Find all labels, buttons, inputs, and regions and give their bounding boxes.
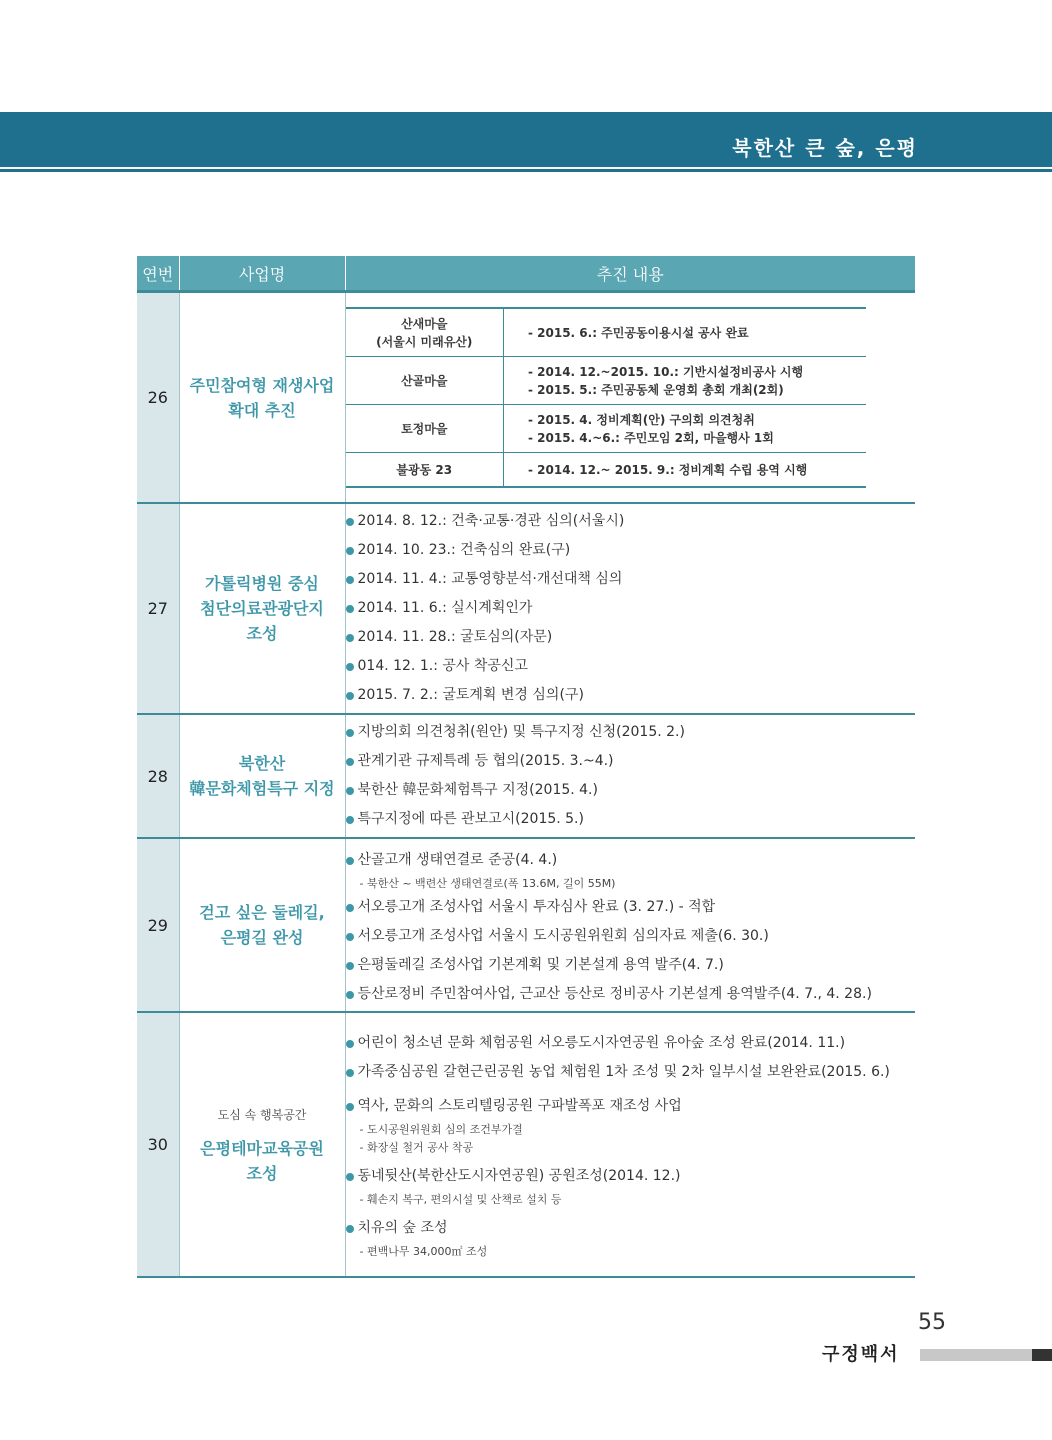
- list-item: 2015. 7. 2.: 굴토계획 변경 심의(구): [346, 681, 916, 710]
- footer-bar: [920, 1349, 1032, 1361]
- project-table: [137, 256, 915, 1278]
- header-project: 사업명: [179, 256, 345, 292]
- project-name-line: 확대 추진: [228, 400, 296, 420]
- project-name-line: 조성: [246, 624, 278, 643]
- page-number: 55: [918, 1310, 946, 1335]
- table-row: [137, 503, 915, 714]
- table-row: [137, 714, 915, 838]
- village-name: [346, 308, 504, 357]
- list-item-text: 역사, 문화의 스토리텔링공원 구파발폭포 재조성 사업: [357, 1097, 682, 1114]
- project-content: [345, 838, 915, 1012]
- project-name-line: 걷고 싶은 둘레길,: [199, 903, 325, 922]
- list-item: 가족중심공원 갈현근린공원 농업 체험원 1차 조성 및 2차 일부시설 보완완료(2015. 6.): [346, 1058, 916, 1087]
- project-name: [179, 838, 345, 1012]
- project-content: [345, 714, 915, 838]
- header-year: 연번: [137, 256, 179, 292]
- village-detail-line: - 2014. 12.~ 2015. 9.: 정비계획 수립 용역 시행: [528, 462, 808, 477]
- list-item: 014. 12. 1.: 공사 착공신고: [346, 652, 916, 681]
- row-number: 29: [137, 838, 179, 1012]
- list-item: 2014. 11. 4.: 교통영향분석·개선대책 심의: [346, 565, 916, 594]
- project-name-line: 은평테마교육공원: [200, 1139, 324, 1158]
- list-item-note: - 화장실 철거 공사 착공: [359, 1140, 474, 1154]
- project-name-line: 주민참여형 재생사업: [189, 375, 335, 395]
- list-item: 어린이 청소년 문화 체험공원 서오릉도시자연공원 유아숲 조성 완료(2014. 11.): [346, 1029, 916, 1058]
- list-item: [346, 1092, 916, 1157]
- village-name: [346, 357, 504, 405]
- header-content: 추진 내용: [345, 256, 915, 292]
- list-item: [346, 846, 916, 893]
- list-item-note: - 훼손지 복구, 편의시설 및 산책로 설치 등: [359, 1192, 562, 1206]
- list-item: 북한산 韓문화체험특구 지정(2015. 4.): [346, 776, 916, 805]
- list-item: 은평둘레길 조성사업 기본계획 및 기본설계 용역 발주(4. 7.): [346, 951, 916, 980]
- list-item: 서오릉고개 조성사업 서울시 투자심사 완료 (3. 27.) - 적합: [346, 893, 916, 922]
- list-item-note: - 북한산 ~ 백련산 생태연결로(폭 13.6M, 길이 55M): [359, 877, 616, 890]
- project-name-line: 북한산: [238, 754, 286, 773]
- section-title: 북한산 큰 숲, 은평: [732, 136, 918, 160]
- list-item: 2014. 10. 23.: 건축심의 완료(구): [346, 536, 916, 565]
- list-item-note: - 도시공원위원회 심의 조건부가결: [359, 1122, 523, 1136]
- project-name-line: 韓문화체험특구 지정: [189, 779, 335, 798]
- project-name: [179, 714, 345, 838]
- village-row: [346, 308, 866, 357]
- village-detail: [504, 308, 866, 357]
- list-item: [346, 1214, 916, 1261]
- list-item: 특구지정에 따른 관보고시(2015. 5.): [346, 805, 916, 834]
- project-name-line: 조성: [246, 1164, 278, 1183]
- village-detail-line: - 2014. 12.~2015. 10.: 기반시설정비공사 시행: [528, 364, 804, 379]
- table-header-row: [137, 256, 915, 292]
- village-detail-line: - 2015. 6.: 주민공동이용시설 공사 완료: [528, 325, 749, 340]
- village-name-line: 산새마을: [401, 316, 448, 331]
- book-title: 구정백서: [822, 1344, 900, 1365]
- list-item: 2014. 11. 28.: 굴토심의(자문): [346, 623, 916, 652]
- village-name: [346, 453, 504, 488]
- list-item: 2014. 11. 6.: 실시계획인가: [346, 594, 916, 623]
- village-table: [346, 307, 866, 488]
- project-name-line: 은평길 완성: [220, 928, 304, 947]
- list-item: 2014. 8. 12.: 건축·교통·경관 심의(서울시): [346, 507, 916, 536]
- village-name-line: 토정마을: [401, 421, 448, 436]
- row-number: 28: [137, 714, 179, 838]
- table-row: [137, 292, 915, 504]
- project-content: [345, 503, 915, 714]
- village-detail-line: - 2015. 4.~6.: 주민모임 2회, 마을행사 1회: [528, 430, 774, 445]
- list-item-text: 산골고개 생태연결로 준공(4. 4.): [357, 852, 558, 868]
- table-row: [137, 838, 915, 1012]
- list-item-text: 동네뒷산(북한산도시자연공원) 공원조성(2014. 12.): [357, 1167, 681, 1184]
- village-detail: [504, 357, 866, 405]
- village-name-line: (서울시 미래유산): [376, 334, 473, 349]
- village-row: [346, 453, 866, 488]
- list-item: [346, 1162, 916, 1209]
- project-content: [345, 292, 915, 504]
- village-detail-line: - 2015. 5.: 주민공동체 운영회 총회 개최(2회): [528, 382, 784, 397]
- list-item: 등산로정비 주민참여사업, 근교산 등산로 정비공사 기본설계 용역발주(4. 7., 4. 28.): [346, 980, 916, 1009]
- village-detail: [504, 453, 866, 488]
- row-number: 30: [137, 1012, 179, 1277]
- project-content: [345, 1012, 915, 1277]
- table-row: [137, 1012, 915, 1277]
- project-name-line: 가톨릭병원 중심: [205, 574, 319, 593]
- list-item: 관계기관 규제특례 등 협의(2015. 3.~4.): [346, 747, 916, 776]
- village-row: [346, 405, 866, 453]
- list-item: 지방의회 의견청취(원안) 및 특구지정 신청(2015. 2.): [346, 718, 916, 747]
- project-name-line: 첨단의료관광단지: [200, 599, 324, 618]
- project-subtitle: 도심 속 행복공간: [217, 1108, 307, 1122]
- village-name-line: 산골마을: [401, 373, 448, 388]
- village-name-line: 불광동 23: [396, 462, 453, 477]
- village-row: [346, 357, 866, 405]
- project-name: [179, 503, 345, 714]
- list-item-note: - 편백나무 34,000㎡ 조성: [359, 1244, 488, 1258]
- list-item-text: 치유의 숲 조성: [357, 1219, 448, 1236]
- village-name: [346, 405, 504, 453]
- header-rule: [0, 169, 1052, 172]
- village-detail: [504, 405, 866, 453]
- footer-bar-accent: [1032, 1349, 1052, 1361]
- list-item: 서오릉고개 조성사업 서울시 도시공원위원회 심의자료 제출(6. 30.): [346, 922, 916, 951]
- project-name: [179, 1012, 345, 1277]
- row-number: 26: [137, 292, 179, 504]
- village-detail-line: - 2015. 4. 정비계획(안) 구의회 의견청취: [528, 412, 755, 427]
- row-number: 27: [137, 503, 179, 714]
- project-name: [179, 292, 345, 504]
